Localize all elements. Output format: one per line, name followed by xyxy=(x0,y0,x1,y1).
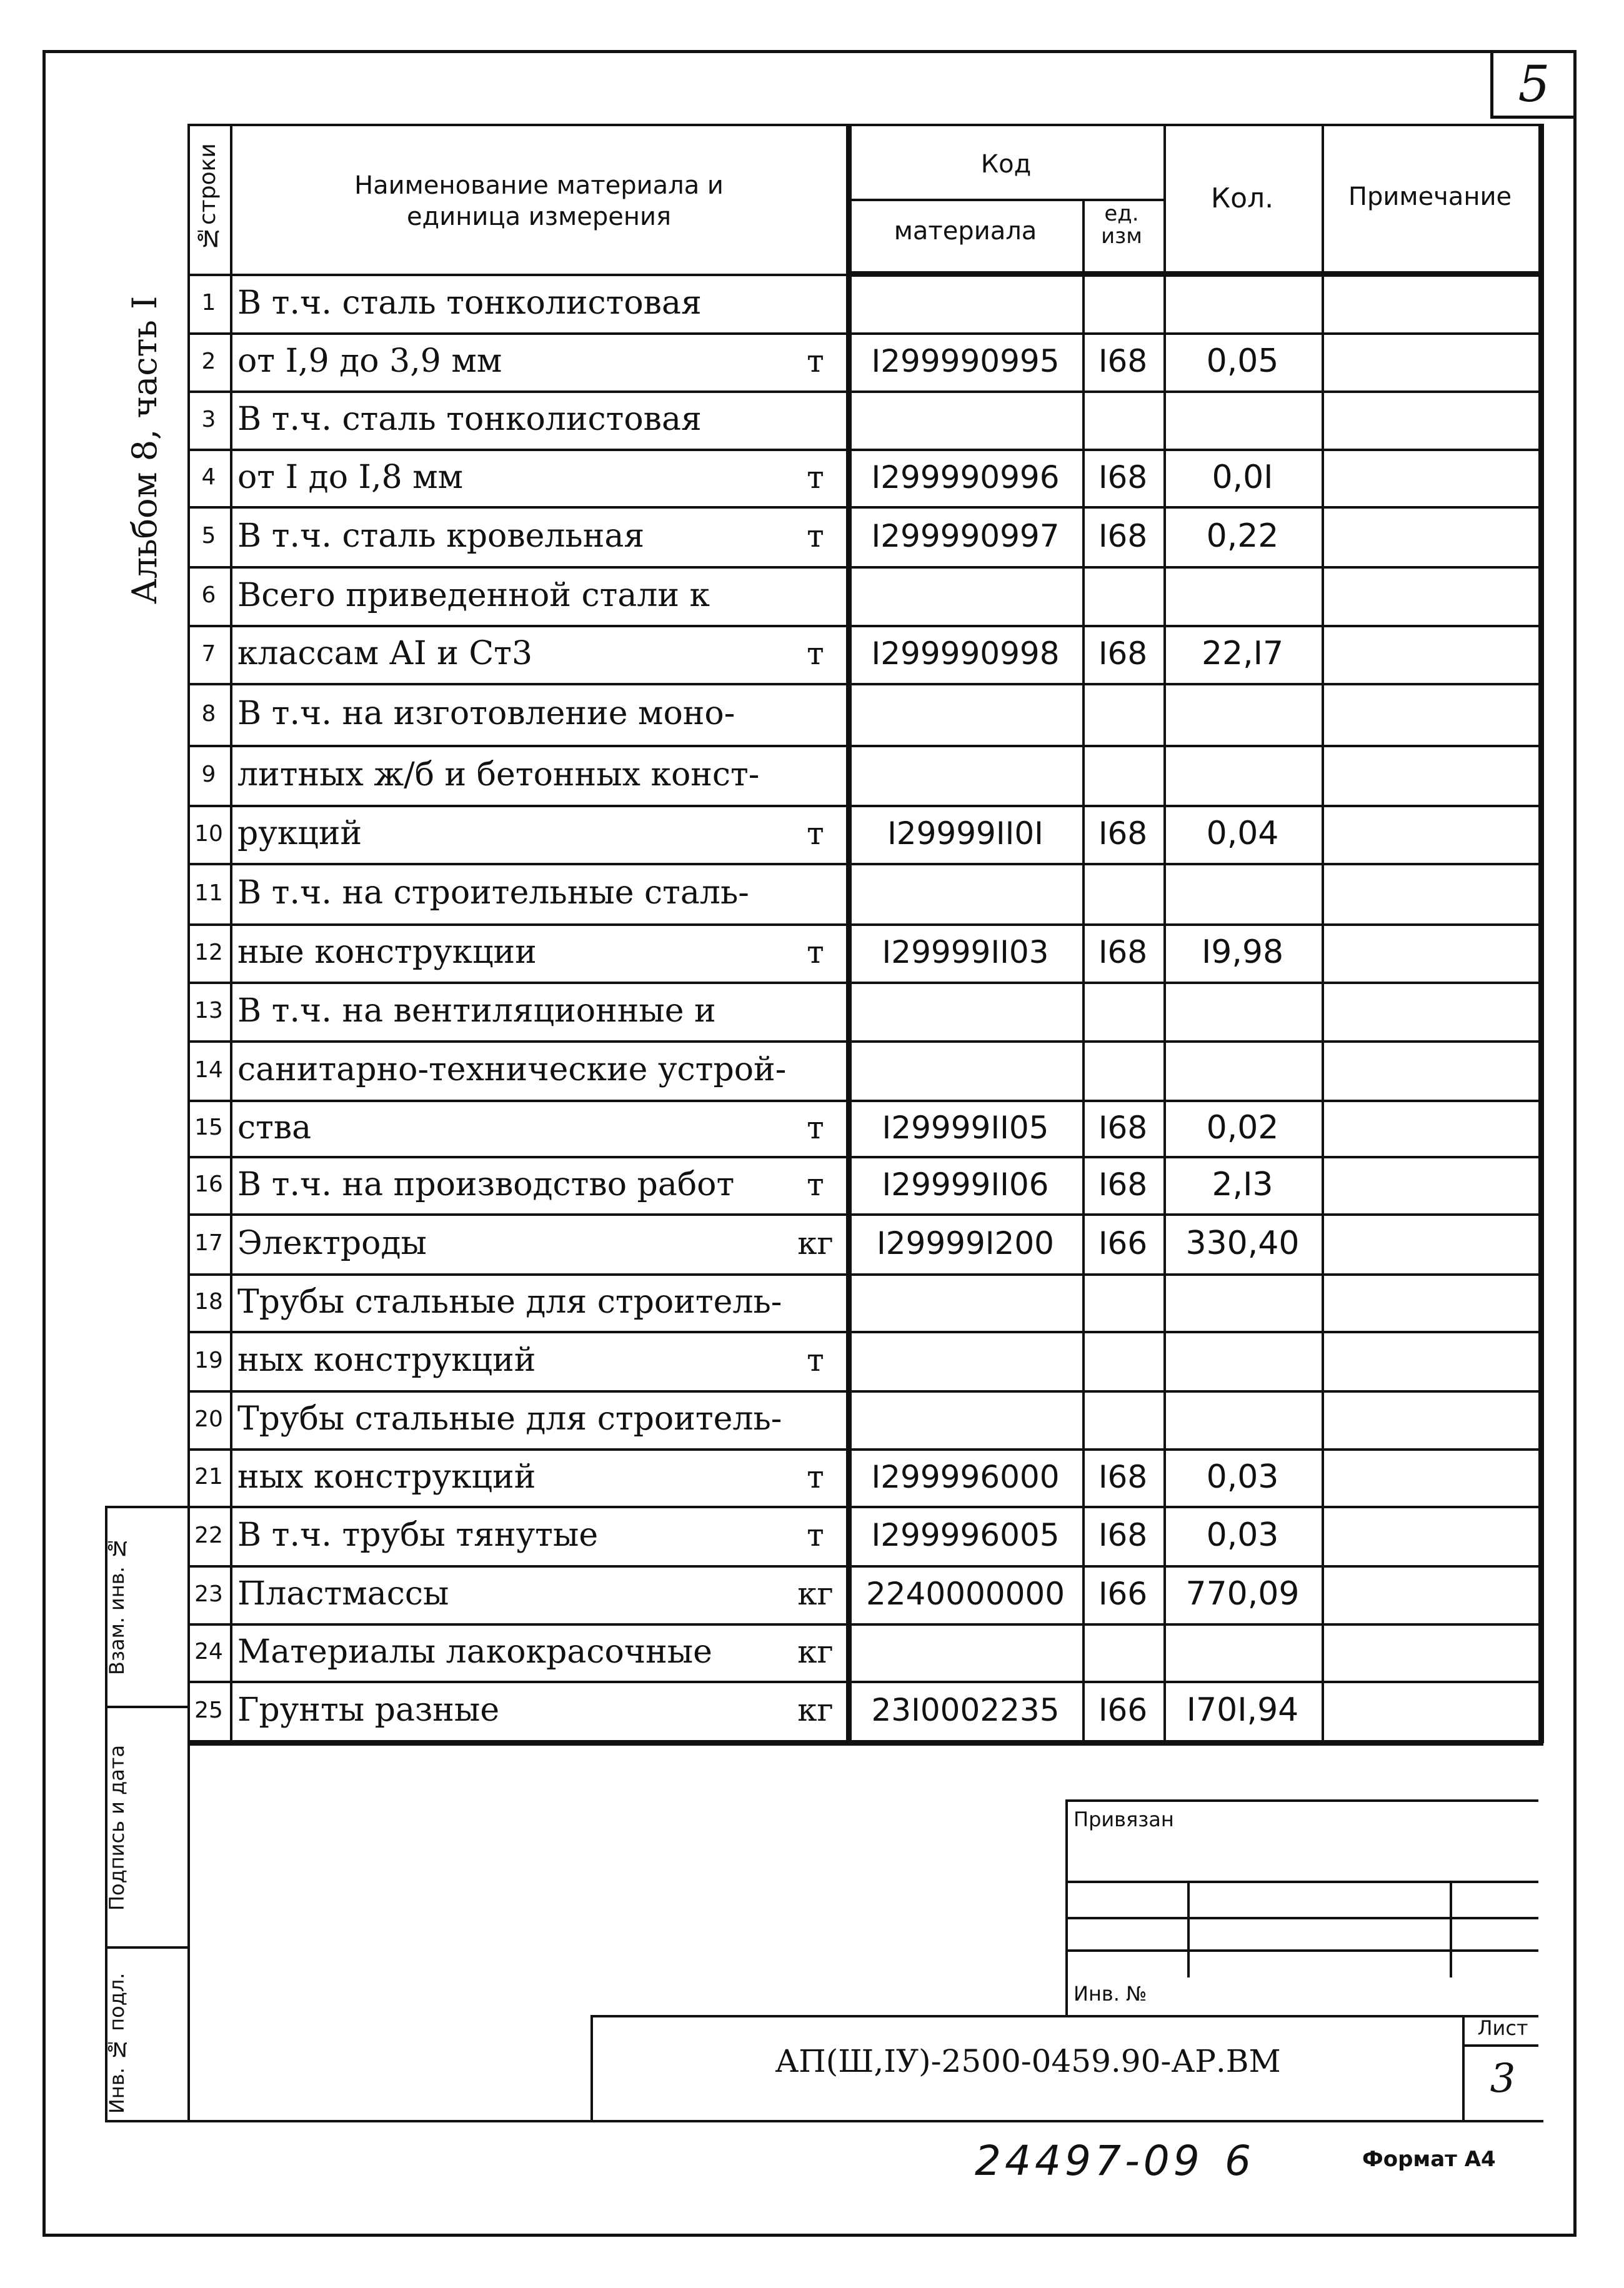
row-quantity: 2,I3 xyxy=(1212,1166,1273,1203)
row-name: Электроды xyxy=(237,1225,427,1262)
row-material-code: 2240000000 xyxy=(865,1576,1065,1612)
row-unit xyxy=(784,683,847,745)
row-number: 20 xyxy=(194,1406,223,1432)
row-number: 11 xyxy=(194,880,223,906)
row-number: 19 xyxy=(194,1348,223,1373)
row-name: от I,9 до 3,9 мм xyxy=(237,342,502,380)
side-stamp-left-line xyxy=(105,1506,107,2121)
row-name: ства xyxy=(237,1109,312,1146)
titleblock-line2 xyxy=(1065,1917,1538,1919)
row-unit-code xyxy=(1082,1273,1163,1331)
row-quantity: 0,04 xyxy=(1206,815,1279,852)
row-material-code: I29999I200 xyxy=(877,1225,1054,1261)
row-number: 12 xyxy=(194,940,223,965)
row-unit: т xyxy=(807,1459,824,1495)
handwritten-number: 24497-09 xyxy=(975,2137,1203,2185)
row-unit xyxy=(784,566,847,625)
titleblock-designation-top xyxy=(590,2015,1538,2017)
row-name: санитарно-технические устрой- xyxy=(237,1051,787,1088)
row-unit-code: I68 xyxy=(1098,1110,1148,1146)
row-name: литных ж/б и бетонных конст- xyxy=(237,756,760,793)
row-unit-code xyxy=(1082,274,1163,332)
stamp-inv-no: Инв. № xyxy=(1074,1982,1147,2006)
row-unit xyxy=(784,745,847,805)
row-unit-code: I68 xyxy=(1098,934,1148,970)
row-material-code xyxy=(849,274,1082,332)
row-unit xyxy=(784,863,847,923)
row-quantity xyxy=(1163,683,1322,745)
row-number: 3 xyxy=(201,407,216,432)
row-quantity: 0,03 xyxy=(1206,1458,1279,1496)
row-name: ных конструкций xyxy=(237,1341,536,1379)
row-number: 15 xyxy=(194,1115,223,1140)
row-name: В т.ч. сталь кровельная xyxy=(237,517,645,555)
row-unit: т xyxy=(807,635,824,672)
row-quantity xyxy=(1163,745,1322,805)
header-name: Наименование материала и единица измерения xyxy=(354,171,724,231)
row-unit-code xyxy=(1082,1390,1163,1448)
row-unit: т xyxy=(807,1110,824,1146)
row-quantity: 0,0I xyxy=(1212,459,1273,496)
row-unit-code: I68 xyxy=(1098,343,1148,379)
row-material-code: I29999II05 xyxy=(882,1110,1049,1146)
row-unit: т xyxy=(807,815,824,852)
row-number: 13 xyxy=(194,998,223,1023)
row-material-code: 23I0002235 xyxy=(871,1692,1060,1728)
titleblock-v1 xyxy=(1187,1881,1190,1977)
row-unit-code xyxy=(1082,982,1163,1040)
row-material-code xyxy=(849,683,1082,745)
titleblock-designation-left xyxy=(590,2015,593,2121)
side-stamp-div1 xyxy=(105,1706,187,1708)
titleblock-list-left xyxy=(1462,2015,1465,2121)
row-unit-code: I66 xyxy=(1098,1225,1148,1261)
row-unit: т xyxy=(807,518,824,554)
row-material-code: I29999II0I xyxy=(887,815,1044,852)
row-unit-code xyxy=(1082,1623,1163,1681)
row-material-code: I299990996 xyxy=(871,459,1060,495)
row-number: 14 xyxy=(194,1057,223,1083)
side-stamp-div2 xyxy=(105,1946,187,1949)
row-unit: кг xyxy=(797,1634,834,1670)
row-number: 25 xyxy=(194,1698,223,1723)
header-note: Примечание xyxy=(1348,182,1512,211)
titleblock-line3 xyxy=(1065,1949,1538,1952)
row-number: 23 xyxy=(194,1581,223,1607)
row-name: В т.ч. на строительные сталь- xyxy=(237,874,749,912)
row-unit-code: I68 xyxy=(1098,635,1148,672)
row-number: 4 xyxy=(201,464,216,490)
row-unit xyxy=(784,1273,847,1331)
row-number: 10 xyxy=(194,821,223,847)
titleblock-top xyxy=(1065,1799,1538,1802)
header-top-line xyxy=(187,124,1538,126)
row-unit-code: I66 xyxy=(1098,1576,1148,1612)
row-quantity: 0,05 xyxy=(1206,342,1279,380)
row-name: ные конструкции xyxy=(237,933,537,971)
row-name: В т.ч. сталь тонколистовая xyxy=(237,284,702,322)
stamp-vzam-label: Взам. инв. № xyxy=(105,1536,129,1675)
titleblock-privyazan-left xyxy=(1065,1799,1068,2015)
row-quantity: 770,09 xyxy=(1185,1575,1300,1613)
row-number: 6 xyxy=(201,582,216,608)
table-right-line xyxy=(1538,124,1544,1743)
header-code: Код xyxy=(980,150,1032,179)
row-quantity xyxy=(1163,390,1322,449)
row-material-code xyxy=(849,982,1082,1040)
row-name: классам АI и Ст3 xyxy=(237,635,533,672)
row-name: Всего приведенной стали к xyxy=(237,577,710,614)
stamp-list-value: 3 xyxy=(1490,2056,1516,2102)
row-quantity: 330,40 xyxy=(1185,1225,1300,1262)
row-number: 22 xyxy=(194,1523,223,1548)
row-name: от I до I,8 мм xyxy=(237,459,464,496)
stamp-designation: АП(Ш,IУ)-2500-0459.90-АР.ВМ xyxy=(775,2043,1281,2079)
row-name: Трубы стальные для строитель- xyxy=(237,1400,782,1438)
row-material-code xyxy=(849,1273,1082,1331)
row-unit: т xyxy=(807,343,824,379)
header-qty: Кол. xyxy=(1210,182,1274,214)
row-name: В т.ч. на производство работ xyxy=(237,1166,735,1203)
row-number: 8 xyxy=(201,701,216,727)
row-material-code: I299990998 xyxy=(871,635,1060,672)
col-qty-line xyxy=(1322,124,1324,1740)
row-unit xyxy=(784,1390,847,1448)
row-material-code xyxy=(849,566,1082,625)
row-unit xyxy=(784,390,847,449)
row-quantity xyxy=(1163,1331,1322,1390)
row-material-code: I299990997 xyxy=(871,518,1060,554)
row-unit: т xyxy=(807,1166,824,1203)
row-material-code: I29999II06 xyxy=(882,1166,1049,1203)
row-number: 18 xyxy=(194,1289,223,1315)
row-material-code xyxy=(849,1040,1082,1100)
header-code-split-line xyxy=(849,199,1163,201)
row-material-code xyxy=(849,1623,1082,1681)
corner-sheet-number: 5 xyxy=(1518,55,1550,113)
row-name: рукций xyxy=(237,815,362,852)
row-unit: т xyxy=(807,1517,824,1553)
stamp-list-label: Лист xyxy=(1477,2016,1528,2040)
row-number: 7 xyxy=(201,641,216,667)
row-number: 2 xyxy=(201,349,216,374)
row-name: В т.ч. сталь тонколистовая xyxy=(237,400,702,438)
row-unit-code: I68 xyxy=(1098,1517,1148,1553)
row-unit-code: I68 xyxy=(1098,1166,1148,1203)
titleblock-v2 xyxy=(1450,1881,1452,1977)
row-name: Грунты разные xyxy=(237,1691,500,1729)
row-unit-code: I68 xyxy=(1098,518,1148,554)
row-number: 17 xyxy=(194,1230,223,1256)
stamp-privyazan: Привязан xyxy=(1074,1808,1174,1831)
row-unit-code xyxy=(1082,863,1163,923)
row-material-code: I29999II03 xyxy=(882,934,1049,970)
row-quantity xyxy=(1163,1390,1322,1448)
handwritten-number-2: 6 xyxy=(1225,2137,1251,2185)
stamp-inv-podl-label: Инв. № подл. xyxy=(105,1972,129,2114)
row-material-code xyxy=(849,390,1082,449)
row-quantity: 0,03 xyxy=(1206,1516,1279,1554)
row-name: Материалы лакокрасочные xyxy=(237,1633,712,1671)
row-quantity xyxy=(1163,1273,1322,1331)
row-unit: кг xyxy=(797,1225,834,1261)
stamp-podpis-label: Подпись и дата xyxy=(105,1744,129,1911)
row-material-code: I299990995 xyxy=(871,343,1060,379)
side-stamp-top-line xyxy=(105,1506,187,1508)
row-unit-code xyxy=(1082,745,1163,805)
row-unit xyxy=(784,1040,847,1100)
row-unit-code xyxy=(1082,683,1163,745)
row-quantity xyxy=(1163,863,1322,923)
row-number: 21 xyxy=(194,1464,223,1490)
row-name: В т.ч. на изготовление моно- xyxy=(237,695,735,732)
row-unit: т xyxy=(807,1342,824,1378)
row-material-code xyxy=(849,1331,1082,1390)
row-unit: кг xyxy=(797,1576,834,1612)
row-unit: т xyxy=(807,459,824,495)
header-row-no: №строки xyxy=(195,143,221,251)
row-name: ных конструкций xyxy=(237,1458,536,1496)
col-num-line xyxy=(230,124,232,1740)
row-quantity: 0,02 xyxy=(1206,1109,1279,1146)
format-label: Формат А4 xyxy=(1362,2147,1496,2172)
row-unit-code xyxy=(1082,566,1163,625)
row-unit-code: I68 xyxy=(1098,459,1148,495)
row-unit-code: I68 xyxy=(1098,1459,1148,1495)
row-quantity xyxy=(1163,1040,1322,1100)
row-number: 24 xyxy=(194,1639,223,1664)
titleblock-line1 xyxy=(1065,1881,1538,1883)
row-number: 1 xyxy=(201,290,216,316)
row-unit: т xyxy=(807,934,824,970)
row-number: 16 xyxy=(194,1171,223,1197)
row-divider xyxy=(187,1740,1543,1746)
row-name: В т.ч. на вентиляционные и xyxy=(237,992,716,1030)
row-material-code xyxy=(849,863,1082,923)
row-quantity: I9,98 xyxy=(1201,933,1284,971)
row-unit-code: I66 xyxy=(1098,1692,1148,1728)
row-unit-code xyxy=(1082,1040,1163,1100)
row-material-code xyxy=(849,745,1082,805)
header-code-material: материала xyxy=(894,217,1037,246)
row-name: Трубы стальные для строитель- xyxy=(237,1283,782,1321)
row-unit-code xyxy=(1082,1331,1163,1390)
row-name: В т.ч. трубы тянутые xyxy=(237,1516,599,1554)
row-quantity: I70I,94 xyxy=(1186,1691,1299,1729)
row-material-code xyxy=(849,1390,1082,1448)
row-unit xyxy=(784,982,847,1040)
row-number: 5 xyxy=(201,523,216,549)
header-code-unit: ед. изм xyxy=(1101,201,1142,249)
row-number: 9 xyxy=(201,762,216,787)
row-quantity xyxy=(1163,982,1322,1040)
row-unit: кг xyxy=(797,1692,834,1728)
row-name: Пластмассы xyxy=(237,1575,449,1613)
album-label: Альбом 8, часть I xyxy=(125,296,164,604)
row-quantity xyxy=(1163,566,1322,625)
row-unit xyxy=(784,274,847,332)
row-quantity xyxy=(1163,1623,1322,1681)
row-material-code: I299996000 xyxy=(871,1459,1060,1495)
row-quantity: 0,22 xyxy=(1206,517,1279,555)
row-unit-code: I68 xyxy=(1098,815,1148,852)
row-unit-code xyxy=(1082,390,1163,449)
row-quantity: 22,I7 xyxy=(1201,635,1284,672)
row-quantity xyxy=(1163,274,1322,332)
page-bottom-line xyxy=(105,2120,1543,2122)
titleblock-list-split xyxy=(1462,2044,1538,2047)
row-material-code: I299996005 xyxy=(871,1517,1060,1553)
